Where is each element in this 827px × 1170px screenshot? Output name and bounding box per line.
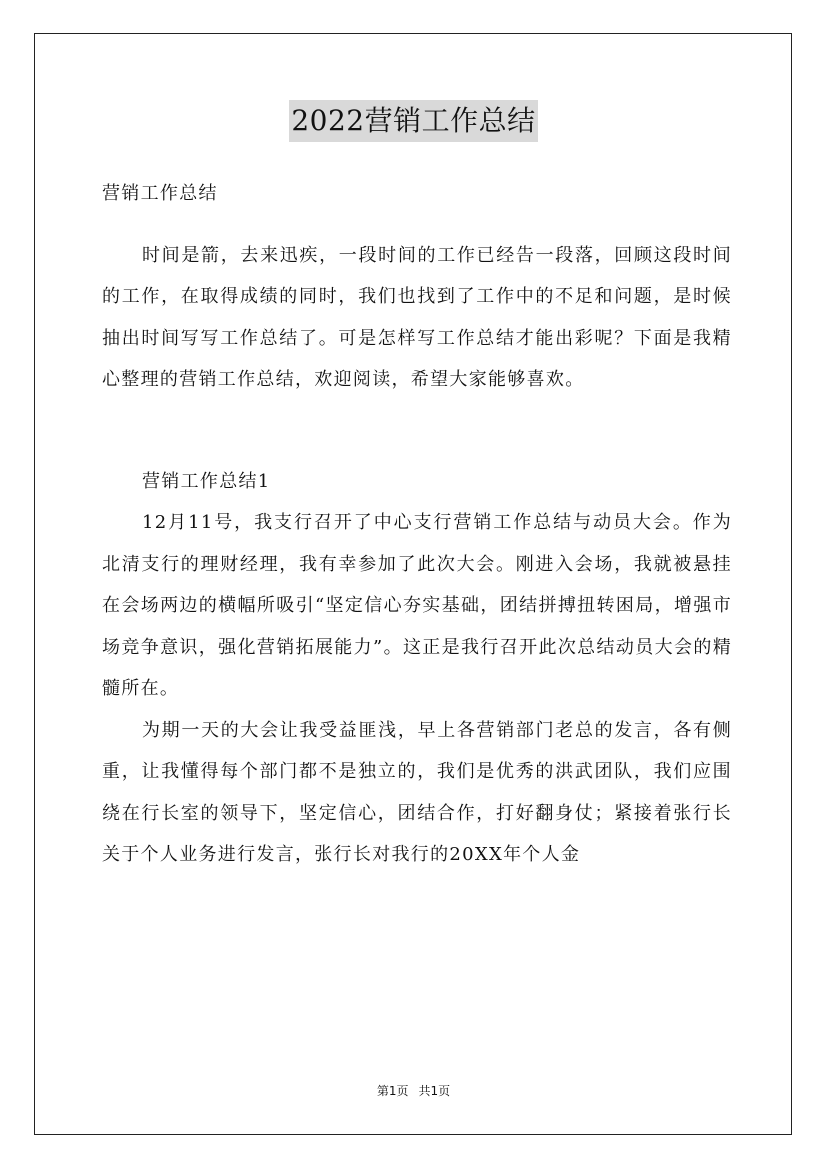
page-footer	[0, 1083, 827, 1099]
title-container	[0, 100, 827, 142]
intro-paragraph: 时间是箭，去来迅疾，一段时间的工作已经告一段落，回顾这段时间的工作，在取得成绩的同时，我们也找到了工作中的不足和问题，是时候抽出时间写写工作总结了。可是怎样写工作总结才能出彩呢？下面是我精心整理的营销工作总结，欢迎阅读，希望大家能够喜欢。	[102, 244, 732, 390]
page-total: 共1页	[418, 1084, 451, 1098]
paragraph-gap	[102, 401, 732, 461]
document-body	[102, 173, 732, 876]
body-paragraph: 12月11号，我支行召开了中心支行营销工作总结与动员大会。作为北清支行的理财经理，我有幸参加了此次大会。刚进入会场，我就被悬挂在会场两边的横幅所吸引“坚定信心夯实基础，团结拼搏扭转困局，增强市场竞争意识，强化营销拓展能力”。这正是我行召开此次总结动员大会的精髓所在。	[102, 512, 732, 699]
page-number: 第1页	[376, 1084, 409, 1098]
document-title: 2022营销工作总结	[289, 100, 537, 142]
body-paragraph: 为期一天的大会让我受益匪浅，早上各营销部门老总的发言，各有侧重，让我懂得每个部门都不是独立的，我们是优秀的洪武团队，我们应围绕在行长室的领导下，坚定信心，团结合作，打好翻身仗；紧接着张行长关于个人业务进行发言，张行长对我行的20XX年个人金	[102, 719, 732, 865]
document-subtitle: 营销工作总结	[102, 183, 218, 204]
section-heading: 营销工作总结1	[142, 470, 271, 492]
